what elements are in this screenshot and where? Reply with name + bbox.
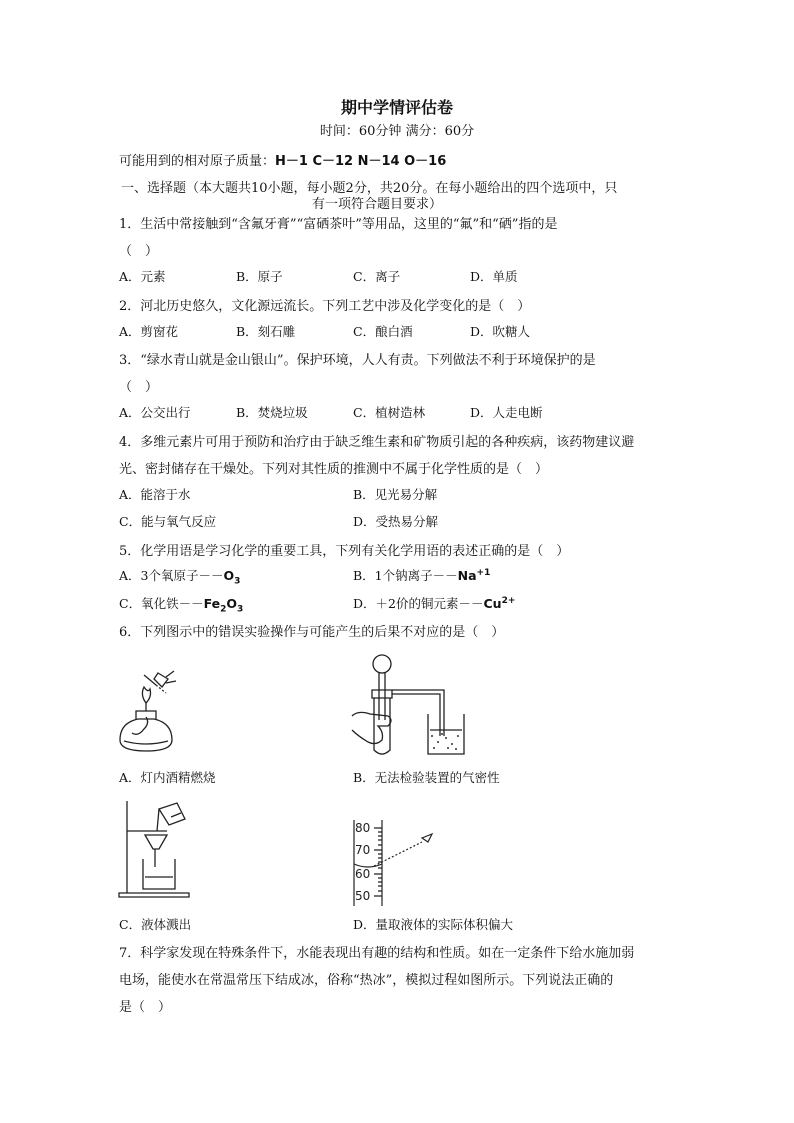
question-7-stem-line1: 7．科学家发现在特殊条件下，水能表现出有趣的结构和性质。如在一定条件下给水施加弱 bbox=[119, 946, 635, 961]
question-2-option-d: D．吹糖人 bbox=[470, 324, 531, 339]
question-4-option-d: D．受热易分解 bbox=[353, 514, 439, 529]
option-b-text: B．1个钠离子－－ bbox=[353, 568, 458, 583]
option-d-formula: Cu bbox=[483, 596, 502, 611]
question-3-option-d: D．人走电断 bbox=[470, 405, 543, 420]
atomic-masses-line bbox=[119, 150, 446, 169]
option-b-formula: Na bbox=[457, 568, 477, 583]
option-a-subscript: 3 bbox=[234, 576, 241, 587]
question-1-option-d: D．单质 bbox=[470, 269, 518, 284]
question-5-option-a bbox=[119, 566, 240, 587]
question-5-stem: 5．化学用语是学习化学的重要工具，下列有关化学用语的表述正确的是（ ） bbox=[119, 544, 570, 559]
question-1-option-b: B．原子 bbox=[236, 269, 283, 284]
question-3-blank: （ ） bbox=[119, 380, 159, 395]
question-7-stem-line2: 电场，能使水在常温常压下结成冰，俗称“热冰”，模拟过程如图所示。下列说法正确的 bbox=[119, 973, 614, 988]
question-5-option-b bbox=[353, 566, 490, 584]
filtration-figure bbox=[115, 795, 195, 900]
section-heading-line1: 一、选择题（本大题共10小题，每小题2分，共20分。在每小题给出的四个选项中，只 bbox=[121, 181, 618, 196]
question-2-option-b: B．刻石雕 bbox=[236, 324, 296, 339]
question-3-stem: 3．“绿水青山就是金山银山”。保护环境，人人有责。下列做法不利于环境保护的是 bbox=[119, 353, 596, 368]
question-3-option-c: C．植树造林 bbox=[353, 405, 426, 420]
airtightness-figure bbox=[348, 650, 478, 760]
question-1-option-a: A．元素 bbox=[119, 269, 166, 284]
option-c-subscript-1: 2 bbox=[220, 604, 227, 615]
question-6-stem: 6．下列图示中的错误实验操作与可能产生的后果不对应的是（ ） bbox=[119, 625, 505, 640]
question-4-stem-line1: 4．多维元素片可用于预防和治疗由于缺乏维生素和矿物质引起的各种疾病，该药物建议避 bbox=[119, 435, 635, 450]
graduated-cylinder-figure bbox=[350, 818, 450, 908]
alcohol-lamp-figure bbox=[110, 665, 190, 760]
exam-time-score: 时间：60分钟 满分：60分 bbox=[319, 124, 475, 139]
option-b-superscript: +1 bbox=[476, 567, 491, 578]
question-3-option-b: B．焚烧垃圾 bbox=[236, 405, 308, 420]
question-5-option-d bbox=[353, 594, 515, 612]
question-6-option-c: C．液体溅出 bbox=[119, 917, 192, 932]
cylinder-tick-label: 70 bbox=[355, 843, 371, 857]
cylinder-tick-label: 60 bbox=[355, 867, 371, 881]
question-2-option-c: C．酿白酒 bbox=[353, 324, 413, 339]
page-title: 期中学情评估卷 bbox=[340, 98, 453, 117]
question-5-option-c bbox=[119, 594, 243, 615]
option-c-subscript-2: 3 bbox=[237, 604, 244, 615]
question-6-option-d: D．量取液体的实际体积偏大 bbox=[353, 917, 514, 932]
question-1-stem: 1．生活中常接触到“含氟牙膏”“富硒茶叶”等用品，这里的“氟”和“硒”指的是 bbox=[119, 217, 558, 232]
atomic-masses-values: H－1 C－12 N－14 O－16 bbox=[275, 154, 447, 169]
option-c-formula-o: O bbox=[226, 596, 237, 611]
option-a-formula: O bbox=[223, 568, 235, 583]
option-d-text: D．＋2价的铜元素－－ bbox=[353, 596, 484, 611]
section-heading-line2: 有一项符合题目要求） bbox=[312, 197, 443, 212]
question-3-option-a: A．公交出行 bbox=[119, 405, 191, 420]
question-1-option-c: C．离子 bbox=[353, 269, 401, 284]
cylinder-tick-label: 80 bbox=[355, 821, 371, 835]
atomic-masses-label: 可能用到的相对原子质量： bbox=[119, 154, 276, 169]
question-6-option-a: A．灯内酒精燃烧 bbox=[119, 770, 216, 785]
question-4-option-c: C．能与氧气反应 bbox=[119, 514, 217, 529]
question-6-option-b: B．无法检验装置的气密性 bbox=[353, 770, 500, 785]
question-4-option-a: A．能溶于水 bbox=[119, 487, 191, 502]
question-4-stem-line2: 光、密封储存在干燥处。下列对其性质的推测中不属于化学性质的是（ ） bbox=[119, 462, 549, 477]
option-c-text: C．氧化铁－－ bbox=[119, 596, 204, 611]
cylinder-tick-label: 50 bbox=[355, 889, 371, 903]
question-4-option-b: B．见光易分解 bbox=[353, 487, 438, 502]
option-d-superscript: 2+ bbox=[501, 595, 516, 606]
option-c-formula-fe: Fe bbox=[203, 596, 221, 611]
question-7-stem-line3: 是（ ） bbox=[119, 1000, 172, 1015]
question-1-blank: （ ） bbox=[119, 244, 159, 259]
question-2-option-a: A．剪窗花 bbox=[119, 324, 179, 339]
option-a-text: A．3个氧原子－－ bbox=[119, 568, 224, 583]
question-2-stem: 2．河北历史悠久，文化源远流长。下列工艺中涉及化学变化的是（ ） bbox=[119, 299, 531, 314]
